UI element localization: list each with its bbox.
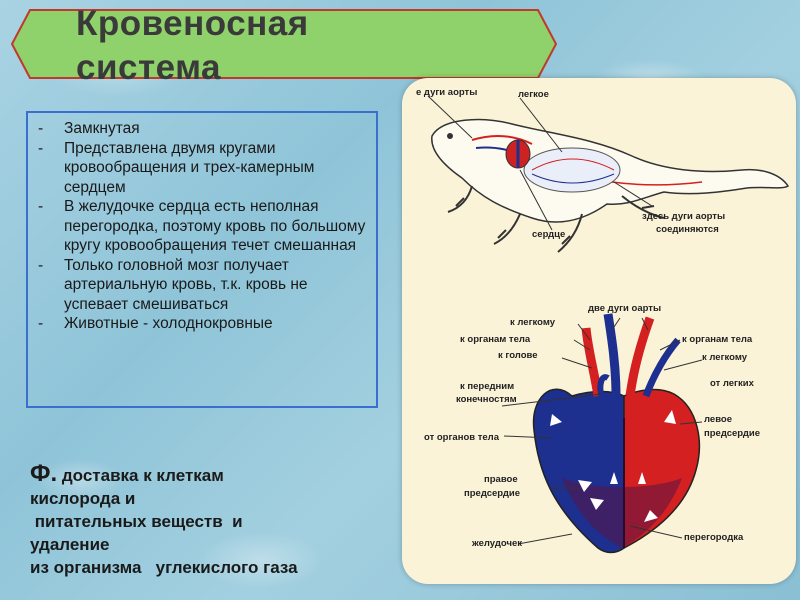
trait-item: - В желудочке сердца есть неполная перегородка, поэтому кровь по большому кругу кровообращения течет смешанная <box>34 197 370 256</box>
traits-list <box>34 119 370 334</box>
label-to-organs-right: к органам тела <box>682 334 753 345</box>
function-prefix: Ф. <box>30 460 58 487</box>
label-left-atrium-1: левое <box>704 414 732 425</box>
label-right-atrium-1: правое <box>484 474 518 485</box>
label-arches-join-2: соединяются <box>656 224 719 235</box>
trait-item: - Замкнутая <box>34 119 370 139</box>
function-line: кислорода и <box>30 489 136 508</box>
label-arches-join-1: здесь дуги аорты <box>642 211 726 222</box>
illustration-panel <box>402 78 796 584</box>
label-to-organs-left: к органам тела <box>460 334 531 345</box>
label-front-limbs-2: конечностям <box>456 394 517 405</box>
anatomy-illustration <box>402 78 796 584</box>
trait-item: - Только головной мозг получает артериальную кровь, т.к. кровь не успевает смешиваться <box>34 256 370 315</box>
label-aortic-arches: е дуги аорты <box>416 87 478 98</box>
label-to-head: к голове <box>498 350 538 361</box>
label-lung: легкое <box>518 89 549 100</box>
trait-item: - Животные - холоднокровные <box>34 314 370 334</box>
label-left-atrium-2: предсердие <box>704 428 761 439</box>
function-line: доставка к клеткам <box>57 466 224 485</box>
function-line: удаление <box>30 535 110 554</box>
function-text <box>30 462 390 579</box>
label-ventricle: желудочек <box>472 538 523 549</box>
label-two-arches: две дуги оарты <box>588 303 662 314</box>
label-to-lung-right: к легкому <box>702 352 748 363</box>
lizard-illustration <box>428 96 788 252</box>
traits-box <box>26 111 378 408</box>
slide-title: Кровеносная система <box>76 4 309 87</box>
label-from-organs: от органов тела <box>424 432 499 443</box>
label-heart: сердце <box>532 229 566 240</box>
trait-item: - Представлена двумя кругами кровообращения и трех-камерным сердцем <box>34 139 370 198</box>
label-to-lung-left: к легкому <box>510 317 556 328</box>
function-line: питательных веществ и <box>30 512 243 531</box>
function-line: из организма углекислого газа <box>30 558 298 577</box>
label-right-atrium-2: предсердие <box>464 488 521 499</box>
label-front-limbs-1: к передним <box>460 381 515 392</box>
label-from-lungs: от легких <box>710 378 754 389</box>
label-septum: перегородка <box>684 532 744 543</box>
